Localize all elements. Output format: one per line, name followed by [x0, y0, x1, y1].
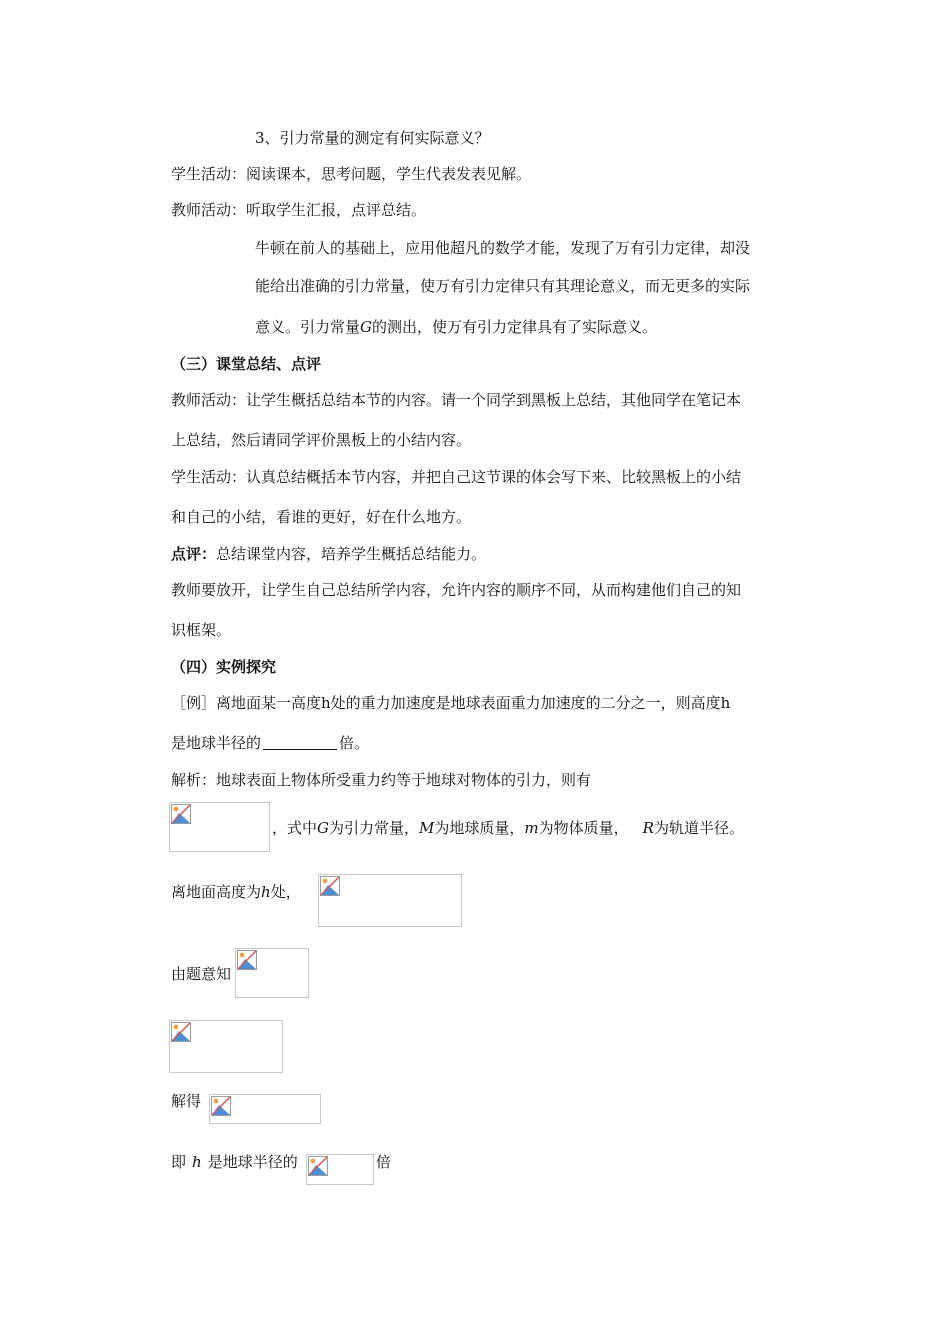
equation-image-4: [169, 1020, 283, 1073]
final-answer-line: 即 h 是地球半径的: [171, 1153, 298, 1171]
teacher-note-b: 识框架。: [171, 621, 232, 639]
equation-image-6: [306, 1154, 374, 1185]
question-3: 3、引力常量的测定有何实际意义？: [255, 129, 490, 147]
equation-image-2: [318, 874, 462, 927]
teacher-note-a: 教师要放开，让学生自己总结所学内容，允许内容的顺序不同，从而构建他们自己的知: [171, 581, 742, 599]
broken-image-icon: [171, 1022, 191, 1042]
equation-1-description: ，式中G为引力常量，M为地球质量，m为物体质量， R为轨道半径。: [272, 819, 744, 837]
broken-image-icon: [237, 950, 257, 970]
teacher-activity-2b: 上总结，然后请同学评价黑板上的小结内容。: [171, 431, 472, 449]
solve-line: 解得: [171, 1092, 202, 1110]
section-heading-4: （四）实例探究: [171, 658, 277, 676]
broken-image-icon: [320, 876, 340, 896]
paragraph-newton-1: 牛顿在前人的基础上，应用他超凡的数学才能，发现了万有引力定律，却没: [255, 239, 751, 257]
given-line: 由题意知: [171, 965, 232, 983]
teacher-activity-2a: 教师活动：让学生概括总结本节的内容。请一个同学到黑板上总结，其他同学在笔记本: [171, 391, 742, 409]
final-answer-suffix: 倍: [376, 1153, 392, 1171]
student-activity-2a: 学生活动：认真总结概括本节内容，并把自己这节课的体会写下来、比较黑板上的小结: [171, 468, 742, 486]
broken-image-icon: [171, 804, 191, 824]
analysis-line: 解析：地球表面上物体所受重力约等于地球对物体的引力，则有: [171, 771, 592, 789]
height-line: 离地面高度为h处，: [171, 883, 301, 901]
paragraph-newton-3: 意义。引力常量G的测出，使万有引力定律具有了实际意义。: [255, 318, 658, 336]
equation-image-5: [209, 1094, 321, 1124]
section-heading-3: （三）课堂总结、点评: [171, 355, 322, 373]
example-question-a: ［例］离地面某一高度h处的重力加速度是地球表面重力加速度的二分之一，则高度h: [171, 694, 731, 712]
answer-blank: [263, 735, 337, 750]
teacher-activity-1: 教师活动：听取学生汇报，点评总结。: [171, 201, 427, 219]
broken-image-icon: [308, 1156, 328, 1176]
broken-image-icon: [211, 1096, 231, 1116]
equation-image-1: [169, 802, 270, 852]
comment-line: 点评：总结课堂内容，培养学生概括总结能力。: [171, 545, 487, 563]
equation-image-3: [235, 948, 309, 998]
example-question-b: 是地球半径的 倍。: [171, 734, 370, 752]
paragraph-newton-2: 能给出准确的引力常量，使万有引力定律只有其理论意义，而无更多的实际: [255, 277, 751, 295]
student-activity-1: 学生活动：阅读课本，思考问题，学生代表发表见解。: [171, 165, 532, 183]
student-activity-2b: 和自己的小结，看谁的更好，好在什么地方。: [171, 508, 472, 526]
